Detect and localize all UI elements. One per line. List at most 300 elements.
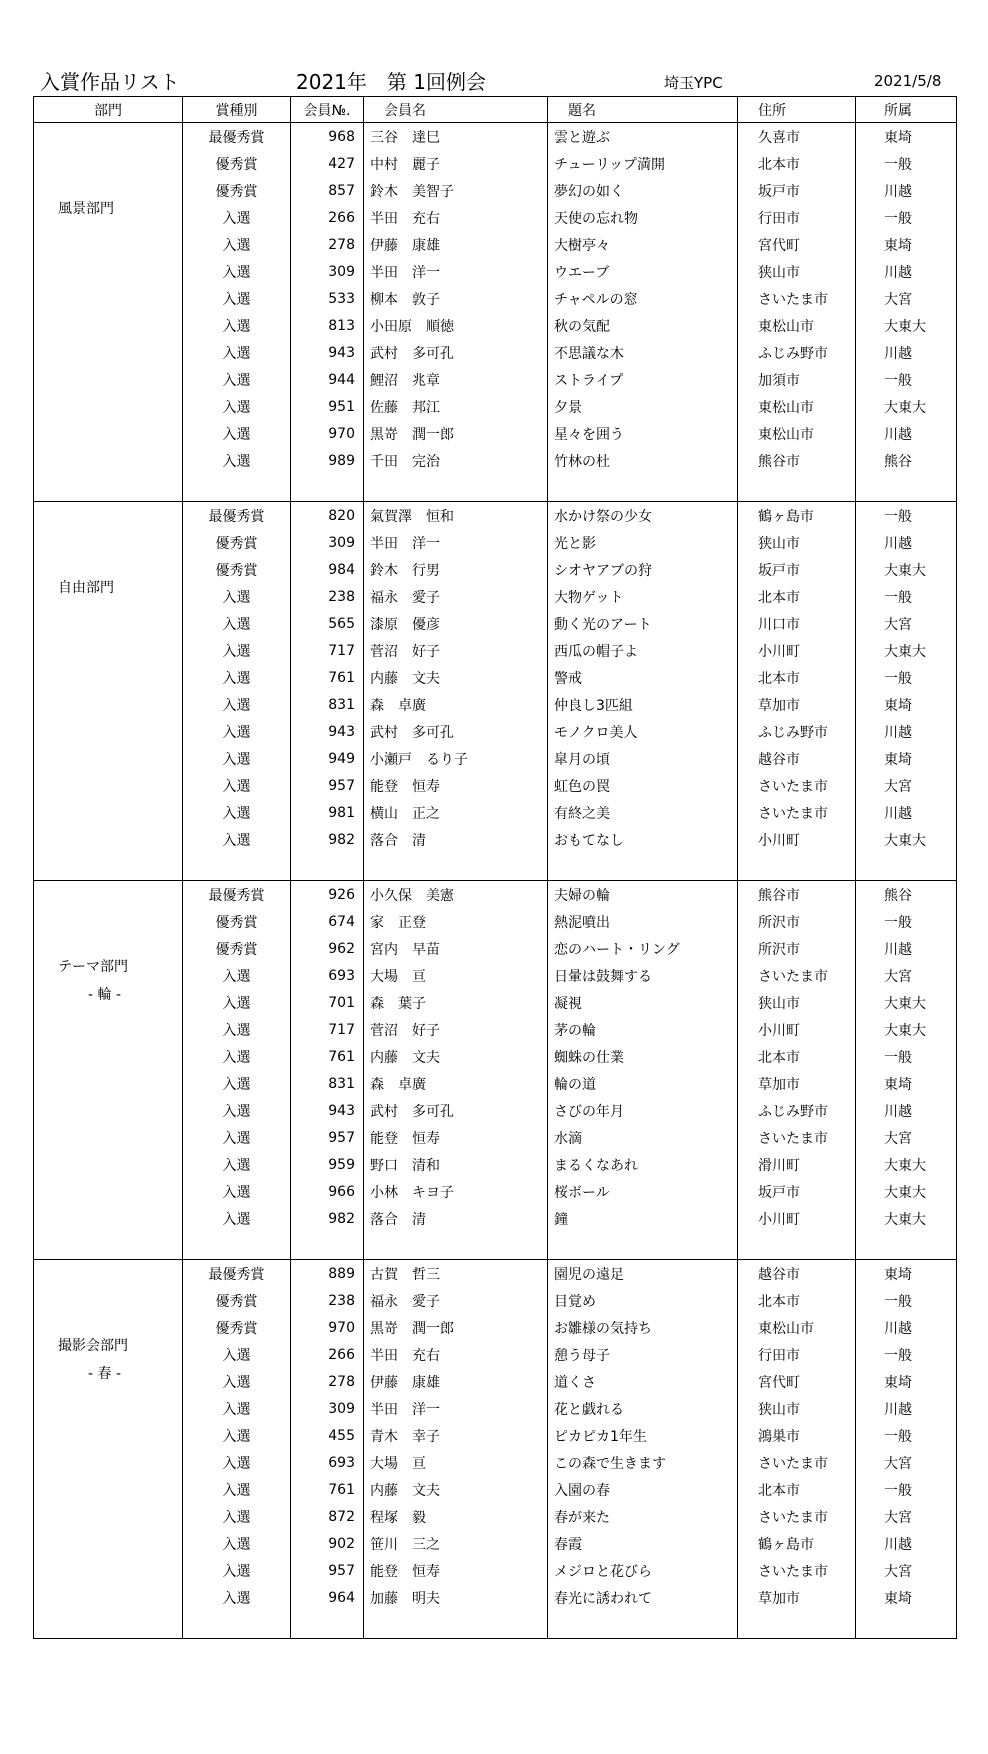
- member-name-cell: 野口 清和: [364, 1151, 548, 1178]
- work-title-cell: 蜘蛛の仕業: [548, 1043, 738, 1070]
- address-cell: 久喜市: [738, 123, 856, 151]
- member-name-cell: 鈴木 行男: [364, 556, 548, 583]
- member-name-cell: 黒嵜 潤一郎: [364, 1314, 548, 1341]
- member-name-cell: [364, 1232, 548, 1260]
- work-title-cell: ウエーブ: [548, 258, 738, 285]
- member-name-cell: 能登 恒寿: [364, 1124, 548, 1151]
- member-name-cell: 中村 麗子: [364, 150, 548, 177]
- address-cell: [738, 1611, 856, 1639]
- member-name-cell: 大場 亘: [364, 962, 548, 989]
- member-name-cell: 佐藤 邦江: [364, 393, 548, 420]
- address-cell: 狭山市: [738, 258, 856, 285]
- member-no-cell: 968: [291, 123, 364, 151]
- member-no-cell: 266: [291, 204, 364, 231]
- address-cell: さいたま市: [738, 962, 856, 989]
- member-name-cell: [364, 474, 548, 502]
- address-cell: 宮代町: [738, 1368, 856, 1395]
- work-title-cell: 夢幻の如く: [548, 177, 738, 204]
- address-cell: さいたま市: [738, 1503, 856, 1530]
- prize-cell: 優秀賞: [183, 1314, 291, 1341]
- member-no-cell: 981: [291, 799, 364, 826]
- address-cell: 坂戸市: [738, 556, 856, 583]
- member-no-cell: 984: [291, 556, 364, 583]
- member-no-cell: [291, 1232, 364, 1260]
- prize-cell: 最優秀賞: [183, 123, 291, 151]
- affiliation-cell: 大宮: [856, 285, 957, 312]
- prize-cell: 最優秀賞: [183, 502, 291, 530]
- affiliation-cell: 東埼: [856, 231, 957, 258]
- prize-cell: [183, 1611, 291, 1639]
- member-no-cell: 926: [291, 881, 364, 909]
- prize-cell: 入選: [183, 610, 291, 637]
- member-name-cell: 伊藤 康雄: [364, 1368, 548, 1395]
- prize-cell: 入選: [183, 691, 291, 718]
- prize-cell: [183, 1232, 291, 1260]
- work-title-cell: [548, 1611, 738, 1639]
- work-title-cell: 入園の春: [548, 1476, 738, 1503]
- prize-cell: 入選: [183, 799, 291, 826]
- member-name-cell: 菅沼 好子: [364, 1016, 548, 1043]
- member-name-cell: 千田 完治: [364, 447, 548, 474]
- affiliation-cell: 川越: [856, 529, 957, 556]
- address-cell: 北本市: [738, 1476, 856, 1503]
- work-title-cell: まるくなあれ: [548, 1151, 738, 1178]
- work-title-cell: 有終之美: [548, 799, 738, 826]
- work-title-cell: 警戒: [548, 664, 738, 691]
- member-name-cell: 福永 愛子: [364, 1287, 548, 1314]
- work-title-cell: 大物ゲット: [548, 583, 738, 610]
- prize-cell: 入選: [183, 312, 291, 339]
- member-no-cell: 944: [291, 366, 364, 393]
- work-title-cell: [548, 474, 738, 502]
- member-name-cell: 青木 幸子: [364, 1422, 548, 1449]
- work-title-cell: 憩う母子: [548, 1341, 738, 1368]
- member-no-cell: 902: [291, 1530, 364, 1557]
- affiliation-cell: 大東大: [856, 1205, 957, 1232]
- member-no-cell: 701: [291, 989, 364, 1016]
- affiliation-cell: 一般: [856, 1422, 957, 1449]
- affiliation-cell: 大宮: [856, 962, 957, 989]
- address-cell: [738, 474, 856, 502]
- col-header-prize: 賞種別: [183, 97, 291, 123]
- prize-cell: 入選: [183, 1341, 291, 1368]
- member-no-cell: 957: [291, 1557, 364, 1584]
- work-title-cell: 夕景: [548, 393, 738, 420]
- affiliation-cell: 東埼: [856, 1584, 957, 1611]
- prize-cell: 入選: [183, 447, 291, 474]
- work-title-cell: 星々を囲う: [548, 420, 738, 447]
- affiliation-cell: 大宮: [856, 1124, 957, 1151]
- prize-cell: 優秀賞: [183, 556, 291, 583]
- affiliation-cell: 大宮: [856, 1557, 957, 1584]
- work-title-cell: 春が来た: [548, 1503, 738, 1530]
- work-title-cell: 天使の忘れ物: [548, 204, 738, 231]
- prize-cell: 入選: [183, 339, 291, 366]
- address-cell: さいたま市: [738, 1124, 856, 1151]
- member-name-cell: 古賀 哲三: [364, 1260, 548, 1288]
- affiliation-cell: 一般: [856, 150, 957, 177]
- prize-cell: 入選: [183, 962, 291, 989]
- work-title-cell: 皐月の頃: [548, 745, 738, 772]
- member-no-cell: 957: [291, 772, 364, 799]
- address-cell: さいたま市: [738, 285, 856, 312]
- member-no-cell: 959: [291, 1151, 364, 1178]
- member-name-cell: 小林 キヨ子: [364, 1178, 548, 1205]
- work-title-cell: 春光に誘われて: [548, 1584, 738, 1611]
- affiliation-cell: 大宮: [856, 772, 957, 799]
- address-cell: 行田市: [738, 204, 856, 231]
- affiliation-cell: 一般: [856, 1476, 957, 1503]
- address-cell: 行田市: [738, 1341, 856, 1368]
- member-no-cell: 831: [291, 1070, 364, 1097]
- address-cell: 東松山市: [738, 393, 856, 420]
- report-date: 2021/5/8: [874, 72, 942, 90]
- address-cell: ふじみ野市: [738, 339, 856, 366]
- member-no-cell: 455: [291, 1422, 364, 1449]
- work-title-cell: 春霞: [548, 1530, 738, 1557]
- affiliation-cell: 一般: [856, 908, 957, 935]
- address-cell: 坂戸市: [738, 177, 856, 204]
- member-no-cell: 949: [291, 745, 364, 772]
- member-no-cell: 674: [291, 908, 364, 935]
- member-no-cell: 533: [291, 285, 364, 312]
- prize-cell: 入選: [183, 637, 291, 664]
- member-name-cell: 落合 清: [364, 1205, 548, 1232]
- address-cell: 北本市: [738, 583, 856, 610]
- affiliation-cell: 一般: [856, 1287, 957, 1314]
- member-name-cell: 宮内 早苗: [364, 935, 548, 962]
- prize-cell: 入選: [183, 258, 291, 285]
- affiliation-cell: 大宮: [856, 1449, 957, 1476]
- address-cell: 東松山市: [738, 1314, 856, 1341]
- member-no-cell: 966: [291, 1178, 364, 1205]
- prize-cell: 入選: [183, 772, 291, 799]
- prize-cell: 入選: [183, 718, 291, 745]
- address-cell: 草加市: [738, 691, 856, 718]
- work-title-cell: 鐘: [548, 1205, 738, 1232]
- work-title-cell: 西瓜の帽子よ: [548, 637, 738, 664]
- prize-cell: 入選: [183, 393, 291, 420]
- member-name-cell: 程塚 毅: [364, 1503, 548, 1530]
- affiliation-cell: 東埼: [856, 1260, 957, 1288]
- affiliation-cell: 川越: [856, 177, 957, 204]
- address-cell: 東松山市: [738, 420, 856, 447]
- work-title-cell: おもてなし: [548, 826, 738, 853]
- member-no-cell: 309: [291, 1395, 364, 1422]
- club-name: 埼玉YPC: [664, 74, 723, 92]
- member-no-cell: 964: [291, 1584, 364, 1611]
- address-cell: 北本市: [738, 1043, 856, 1070]
- prize-cell: [183, 474, 291, 502]
- member-name-cell: 鯉沼 兆章: [364, 366, 548, 393]
- member-name-cell: 半田 洋一: [364, 258, 548, 285]
- member-no-cell: [291, 474, 364, 502]
- work-title-cell: 不思議な木: [548, 339, 738, 366]
- address-cell: 宮代町: [738, 231, 856, 258]
- affiliation-cell: 一般: [856, 1043, 957, 1070]
- member-name-cell: 家 正登: [364, 908, 548, 935]
- meeting-label: 2021年 第 1回例会: [296, 70, 486, 94]
- affiliation-cell: 一般: [856, 583, 957, 610]
- col-header-work-title: 題名: [548, 97, 738, 123]
- member-no-cell: 982: [291, 1205, 364, 1232]
- member-no-cell: 943: [291, 718, 364, 745]
- address-cell: 熊谷市: [738, 447, 856, 474]
- affiliation-cell: 東埼: [856, 123, 957, 151]
- prize-cell: 優秀賞: [183, 150, 291, 177]
- work-title-cell: [548, 1232, 738, 1260]
- affiliation-cell: 川越: [856, 339, 957, 366]
- address-cell: 坂戸市: [738, 1178, 856, 1205]
- prize-cell: 入選: [183, 204, 291, 231]
- address-cell: 川口市: [738, 610, 856, 637]
- address-cell: 鶴ヶ島市: [738, 502, 856, 530]
- work-title-cell: 桜ボール: [548, 1178, 738, 1205]
- prize-cell: 入選: [183, 285, 291, 312]
- member-name-cell: 半田 洋一: [364, 529, 548, 556]
- address-cell: 加須市: [738, 366, 856, 393]
- affiliation-cell: 大東大: [856, 312, 957, 339]
- affiliation-cell: 川越: [856, 1314, 957, 1341]
- work-title-cell: 目覚め: [548, 1287, 738, 1314]
- address-cell: [738, 853, 856, 881]
- prize-cell: 入選: [183, 1070, 291, 1097]
- section-subtitle: - 輪 -: [88, 987, 122, 1003]
- work-title-cell: メジロと花びら: [548, 1557, 738, 1584]
- member-no-cell: [291, 853, 364, 881]
- work-title-cell: チューリップ満開: [548, 150, 738, 177]
- work-title-cell: 大樹亭々: [548, 231, 738, 258]
- prize-cell: 入選: [183, 1476, 291, 1503]
- affiliation-cell: 大宮: [856, 610, 957, 637]
- member-no-cell: 813: [291, 312, 364, 339]
- work-title-cell: 熱泥噴出: [548, 908, 738, 935]
- member-name-cell: 鈴木 美智子: [364, 177, 548, 204]
- address-cell: 東松山市: [738, 312, 856, 339]
- affiliation-cell: 川越: [856, 935, 957, 962]
- affiliation-cell: 一般: [856, 664, 957, 691]
- address-cell: 小川町: [738, 826, 856, 853]
- table-row: [34, 502, 957, 530]
- affiliation-cell: 東埼: [856, 1070, 957, 1097]
- affiliation-cell: [856, 474, 957, 502]
- member-no-cell: 970: [291, 420, 364, 447]
- col-header-member-name: 会員名: [364, 97, 548, 123]
- prize-cell: 入選: [183, 1557, 291, 1584]
- affiliation-cell: 大東大: [856, 1178, 957, 1205]
- affiliation-cell: 川越: [856, 420, 957, 447]
- member-no-cell: 982: [291, 826, 364, 853]
- member-no-cell: 266: [291, 1341, 364, 1368]
- member-name-cell: 小田原 順徳: [364, 312, 548, 339]
- prize-cell: 入選: [183, 1043, 291, 1070]
- member-name-cell: 菅沼 好子: [364, 637, 548, 664]
- member-name-cell: 森 葉子: [364, 989, 548, 1016]
- member-no-cell: 761: [291, 1476, 364, 1503]
- address-cell: ふじみ野市: [738, 1097, 856, 1124]
- member-name-cell: 漆原 優彦: [364, 610, 548, 637]
- member-no-cell: 761: [291, 1043, 364, 1070]
- member-no-cell: [291, 1611, 364, 1639]
- address-cell: 小川町: [738, 637, 856, 664]
- address-cell: 所沢市: [738, 935, 856, 962]
- prize-cell: 優秀賞: [183, 908, 291, 935]
- member-name-cell: 黒嵜 潤一郎: [364, 420, 548, 447]
- work-title-cell: [548, 853, 738, 881]
- work-title-cell: 竹林の杜: [548, 447, 738, 474]
- work-title-cell: ストライプ: [548, 366, 738, 393]
- member-no-cell: 427: [291, 150, 364, 177]
- member-no-cell: 820: [291, 502, 364, 530]
- work-title-cell: 秋の気配: [548, 312, 738, 339]
- affiliation-cell: 川越: [856, 258, 957, 285]
- affiliation-cell: 一般: [856, 502, 957, 530]
- affiliation-cell: [856, 1611, 957, 1639]
- member-no-cell: 989: [291, 447, 364, 474]
- prize-cell: [183, 853, 291, 881]
- work-title-cell: お雛様の気持ち: [548, 1314, 738, 1341]
- prize-cell: 入選: [183, 1151, 291, 1178]
- affiliation-cell: [856, 1232, 957, 1260]
- member-name-cell: 笹川 三之: [364, 1530, 548, 1557]
- member-no-cell: 889: [291, 1260, 364, 1288]
- member-no-cell: 857: [291, 177, 364, 204]
- address-cell: さいたま市: [738, 1557, 856, 1584]
- member-no-cell: 872: [291, 1503, 364, 1530]
- member-name-cell: 武村 多可孔: [364, 718, 548, 745]
- work-title-cell: 水滴: [548, 1124, 738, 1151]
- member-no-cell: 278: [291, 231, 364, 258]
- member-name-cell: 落合 清: [364, 826, 548, 853]
- prize-cell: 入選: [183, 583, 291, 610]
- address-cell: 越谷市: [738, 745, 856, 772]
- member-name-cell: 武村 多可孔: [364, 339, 548, 366]
- address-cell: ふじみ野市: [738, 718, 856, 745]
- affiliation-cell: 熊谷: [856, 881, 957, 909]
- member-name-cell: 加藤 明夫: [364, 1584, 548, 1611]
- prize-cell: 入選: [183, 1530, 291, 1557]
- table-row: [34, 1260, 957, 1288]
- address-cell: 草加市: [738, 1584, 856, 1611]
- member-no-cell: 962: [291, 935, 364, 962]
- address-cell: 狭山市: [738, 1395, 856, 1422]
- list-title: 入賞作品リスト: [40, 70, 180, 94]
- affiliation-cell: 川越: [856, 1097, 957, 1124]
- member-name-cell: 内藤 文夫: [364, 1043, 548, 1070]
- member-no-cell: 761: [291, 664, 364, 691]
- member-name-cell: 小久保 美憲: [364, 881, 548, 909]
- prize-cell: 入選: [183, 1178, 291, 1205]
- member-name-cell: 大場 亘: [364, 1449, 548, 1476]
- prize-cell: 入選: [183, 989, 291, 1016]
- affiliation-cell: 大東大: [856, 989, 957, 1016]
- affiliation-cell: 川越: [856, 1395, 957, 1422]
- affiliation-cell: 一般: [856, 366, 957, 393]
- award-table: [33, 96, 957, 1639]
- prize-cell: 入選: [183, 1395, 291, 1422]
- work-title-cell: 動く光のアート: [548, 610, 738, 637]
- member-no-cell: 717: [291, 637, 364, 664]
- work-title-cell: 園児の遠足: [548, 1260, 738, 1288]
- affiliation-cell: 東埼: [856, 1368, 957, 1395]
- member-no-cell: 957: [291, 1124, 364, 1151]
- affiliation-cell: 熊谷: [856, 447, 957, 474]
- member-name-cell: [364, 1611, 548, 1639]
- section-cell: [34, 881, 183, 1260]
- work-title-cell: 凝視: [548, 989, 738, 1016]
- section-subtitle: - 春 -: [88, 1366, 122, 1382]
- prize-cell: 入選: [183, 1016, 291, 1043]
- affiliation-cell: 大宮: [856, 1503, 957, 1530]
- member-no-cell: 309: [291, 529, 364, 556]
- member-name-cell: 半田 洋一: [364, 1395, 548, 1422]
- header-row: [34, 97, 957, 123]
- member-no-cell: 565: [291, 610, 364, 637]
- affiliation-cell: 大東大: [856, 1151, 957, 1178]
- member-name-cell: [364, 853, 548, 881]
- prize-cell: 入選: [183, 1449, 291, 1476]
- prize-cell: 優秀賞: [183, 177, 291, 204]
- prize-cell: 入選: [183, 1368, 291, 1395]
- section-cell: [34, 502, 183, 881]
- affiliation-cell: 大東大: [856, 1016, 957, 1043]
- address-cell: [738, 1232, 856, 1260]
- affiliation-cell: 大東大: [856, 826, 957, 853]
- member-no-cell: 970: [291, 1314, 364, 1341]
- work-title-cell: 仲良し3匹組: [548, 691, 738, 718]
- work-title-cell: シオヤアブの狩: [548, 556, 738, 583]
- section-name: 撮影会部門: [58, 1338, 128, 1354]
- address-cell: さいたま市: [738, 772, 856, 799]
- affiliation-cell: [856, 853, 957, 881]
- address-cell: 北本市: [738, 150, 856, 177]
- affiliation-cell: 川越: [856, 799, 957, 826]
- table-row: [34, 123, 957, 151]
- prize-cell: 入選: [183, 745, 291, 772]
- affiliation-cell: 川越: [856, 1530, 957, 1557]
- address-cell: さいたま市: [738, 1449, 856, 1476]
- prize-cell: 入選: [183, 1124, 291, 1151]
- work-title-cell: 日暈は鼓舞する: [548, 962, 738, 989]
- member-name-cell: 能登 恒寿: [364, 772, 548, 799]
- member-no-cell: 238: [291, 1287, 364, 1314]
- prize-cell: 入選: [183, 420, 291, 447]
- member-name-cell: 三谷 達巳: [364, 123, 548, 151]
- work-title-cell: 雲と遊ぶ: [548, 123, 738, 151]
- address-cell: 北本市: [738, 1287, 856, 1314]
- address-cell: 小川町: [738, 1016, 856, 1043]
- address-cell: 狭山市: [738, 529, 856, 556]
- affiliation-cell: 一般: [856, 204, 957, 231]
- member-name-cell: 横山 正之: [364, 799, 548, 826]
- affiliation-cell: 大東大: [856, 637, 957, 664]
- address-cell: 狭山市: [738, 989, 856, 1016]
- member-name-cell: 森 卓廣: [364, 691, 548, 718]
- col-header-section: 部門: [34, 97, 183, 123]
- member-no-cell: 693: [291, 1449, 364, 1476]
- section-name: 風景部門: [58, 201, 114, 217]
- work-title-cell: ピカピカ1年生: [548, 1422, 738, 1449]
- affiliation-cell: 大東大: [856, 556, 957, 583]
- member-name-cell: 氣賀澤 恒和: [364, 502, 548, 530]
- section-cell: [34, 123, 183, 502]
- work-title-cell: 虹色の罠: [548, 772, 738, 799]
- address-cell: 小川町: [738, 1205, 856, 1232]
- section-cell: [34, 1260, 183, 1639]
- member-no-cell: 951: [291, 393, 364, 420]
- prize-cell: 入選: [183, 664, 291, 691]
- prize-cell: 優秀賞: [183, 529, 291, 556]
